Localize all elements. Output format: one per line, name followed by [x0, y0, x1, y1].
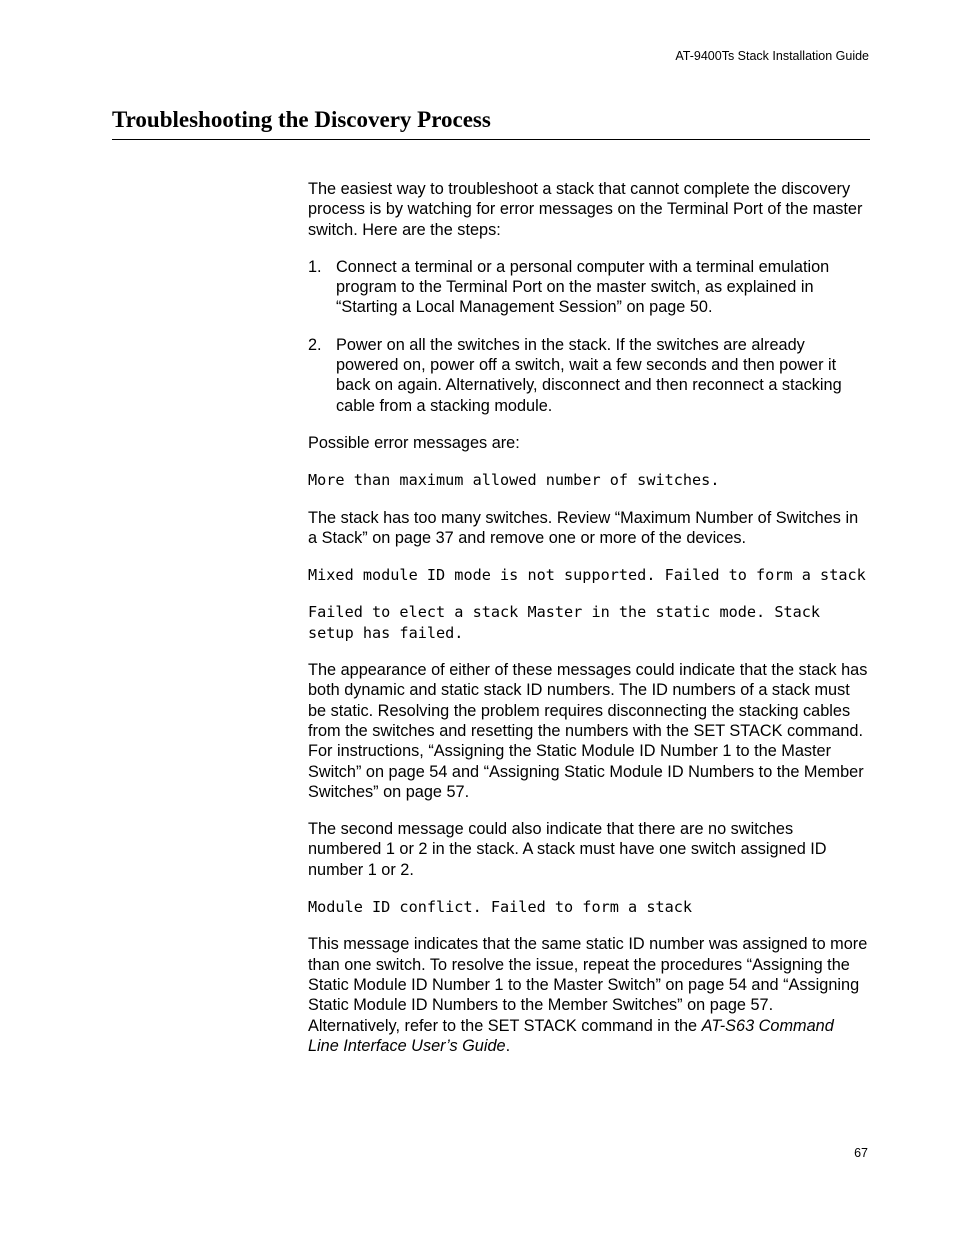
max-switches-description: The stack has too many switches. Review “Maximum Number of Switches in a Stack” on page 37 and remove one or more of the devices. — [308, 508, 859, 547]
list-item — [308, 335, 868, 416]
page-number: 67 — [854, 1146, 868, 1160]
intro-paragraph: The easiest way to troubleshoot a stack that cannot complete the discovery process is by watching for error messages on the Terminal Port of the master switch. Here are the steps: — [308, 180, 863, 239]
step-number: 2. — [308, 335, 322, 354]
cli-guide-reference: AT-S63 Command Line Interface User’s Guide — [308, 1016, 834, 1055]
id-conflict-text-end: . — [505, 1036, 511, 1055]
step-text: Connect a terminal or a personal computer with a terminal emulation program to the Terminal Port on the master switch, as explained in “Starting a Local Management Session” on page 50. — [336, 257, 830, 317]
error-message-id-conflict: Module ID conflict. Failed to form a stack — [308, 898, 693, 917]
mixed-mode-description: The appearance of either of these messages could indicate that the stack has both dynamic and static stack ID numbers. The ID numbers of a stack must be static. Resolving the problem requires disconnecting the stacking cables from the switches and resetting the numbers with the SET STACK command. For instructions, “Assigning the Static Module ID Number 1 to the Master Switch” on page 54 and “Assigning Static Module ID Numbers to the Member Switches” on page 57. — [308, 661, 868, 801]
error-message-mixed-mode: Mixed module ID mode is not supported. Failed to form a stack — [308, 566, 866, 585]
id-conflict-text: This message indicates that the same static ID number was assigned to more than one switch. To resolve the issue, repeat the procedures “Assigning the Static Module ID Number 1 to the Master Switch” on page 54 and “Assigning Static Module ID Numbers to the Member Switches” on page 57. Alternatively, refer to the SET STACK command in the — [308, 935, 868, 1035]
steps-list — [308, 257, 868, 416]
title-rule — [112, 139, 870, 140]
running-header: AT-9400Ts Stack Installation Guide — [675, 49, 869, 63]
id-conflict-description — [308, 934, 868, 1056]
section-title: Troubleshooting the Discovery Process — [112, 107, 491, 132]
body-content — [308, 179, 868, 1073]
elect-master-description: The second message could also indicate that there are no switches numbered 1 or 2 in the stack. A stack must have one switch assigned ID number 1 or 2. — [308, 820, 827, 879]
list-item — [308, 257, 868, 318]
step-number: 1. — [308, 257, 322, 276]
step-text: Power on all the switches in the stack. If the switches are already powered on, power off a switch, wait a few seconds and then power it back on again. Alternatively, disconnect and then reconnect a stacking cable from a stacking module. — [336, 335, 842, 415]
error-message-elect-master: Failed to elect a stack Master in the static mode. Stack setup has failed. — [308, 603, 830, 642]
error-message-max-switches: More than maximum allowed number of switches. — [308, 471, 720, 490]
possible-errors-label: Possible error messages are: — [308, 433, 520, 452]
